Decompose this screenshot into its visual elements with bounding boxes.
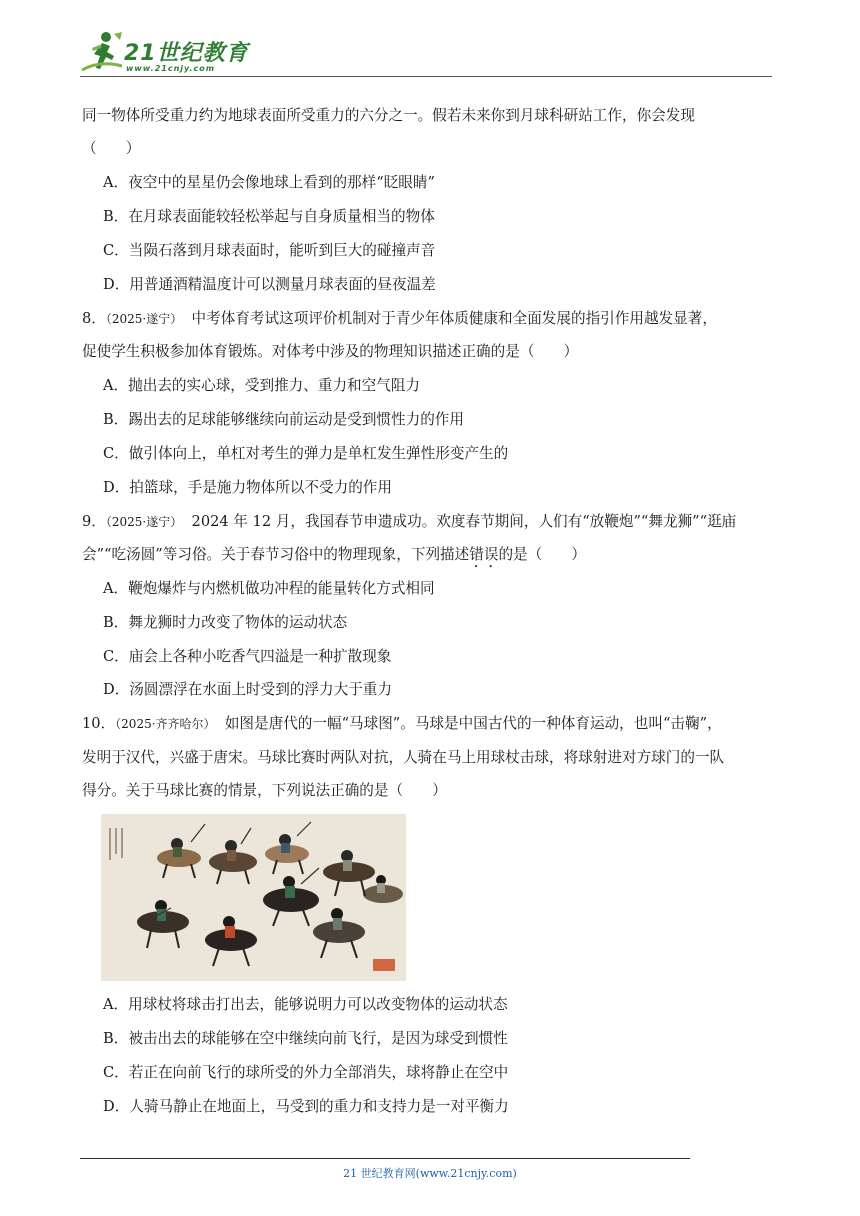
q8-source: （2025·遂宁） — [105, 312, 183, 326]
q10-option-c: C．若正在向前飞行的球所受的外力全部消失，球将静止在空中 — [103, 1064, 509, 1081]
logo-text: 21世纪教育 — [124, 41, 249, 66]
q10-stem-line1 — [82, 714, 722, 734]
logo-url: www.21cnjy.com — [126, 64, 216, 73]
q9-option-b: B．舞龙狮时力改变了物体的运动状态 — [103, 614, 348, 631]
q9-stem-line1 — [82, 512, 736, 532]
q8-option-d: D．拍篮球，手是施力物体所以不受力的作用 — [103, 479, 392, 496]
footer-divider — [80, 1158, 690, 1159]
q8-stem-line1 — [82, 309, 717, 329]
q9-option-a: A．鞭炮爆炸与内燃机做功冲程的能量转化方式相同 — [103, 580, 435, 597]
q8-option-a: A．抛出去的实心球，受到推力、重力和空气阻力 — [103, 377, 421, 394]
polo-painting-image — [101, 814, 406, 981]
q8-option-b: B．踢出去的足球能够继续向前运动是受到惯性力的作用 — [103, 411, 464, 428]
q9-stem-text-a: 会”“吃汤圆”等习俗。关于春节习俗中的物理现象，下列描述 — [82, 546, 470, 563]
q7-option-c: C．当陨石落到月球表面时，能听到巨大的碰撞声音 — [103, 242, 436, 259]
footer-text: 21 世纪教育网(www.21cnjy.com) — [343, 1167, 517, 1180]
q9-stem-line2 — [82, 545, 586, 571]
q7-stem: 同一物体所受重力约为地球表面所受重力的六分之一。假若未来你到月球科研站工作，你会发现 — [82, 107, 695, 124]
runner-logo-icon — [80, 30, 124, 74]
q7-option-a: A．夜空中的星星仍会像地球上看到的那样“眨眼睛” — [103, 174, 435, 191]
q9-option-d: D．汤圆漂浮在水面上时受到的浮力大于重力 — [103, 681, 392, 698]
q7-option-b: B．在月球表面能较轻松举起与自身质量相当的物体 — [103, 208, 435, 225]
q8-stem-line2: 促使学生积极参加体育锻炼。对体考中涉及的物理知识描述正确的是（ ） — [82, 343, 579, 360]
q7-blank: （ ） — [82, 140, 141, 157]
q9-option-c: C．庙会上各种小吃香气四溢是一种扩散现象 — [103, 648, 392, 665]
q10-stem-line3: 得分。关于马球比赛的情景，下列说法正确的是（ ） — [82, 782, 447, 799]
q10-number: 10． — [82, 715, 116, 732]
header-divider — [80, 76, 772, 77]
q8-option-c: C．做引体向上，单杠对考生的弹力是单杠发生弹性形变产生的 — [103, 445, 509, 462]
site-logo — [80, 30, 280, 76]
q10-option-b: B．被击出去的球能够在空中继续向前飞行，是因为球受到惯性 — [103, 1030, 508, 1047]
q9-stem-text-c: 的是（ ） — [498, 546, 587, 563]
q10-option-d: D．人骑马静止在地面上，马受到的重力和支持力是一对平衡力 — [103, 1098, 509, 1115]
q7-option-d: D．用普通酒精温度计可以测量月球表面的昼夜温差 — [103, 276, 436, 293]
q10-stem-line2: 发明于汉代，兴盛于唐宋。马球比赛时两队对抗，人骑在马上用球杖击球，将球射进对方球门的一队 — [82, 749, 725, 766]
q8-stem-text: 中考体育考试这项评价机制对于青少年体质健康和全面发展的指引作用越发显著， — [191, 310, 717, 327]
q9-emphasis-wrong: 错误 — [469, 546, 499, 563]
q10-stem-text: 如图是唐代的一幅“马球图”。马球是中国古代的一种体育运动，也叫“击鞠”， — [224, 715, 722, 732]
q9-number: 9． — [82, 513, 106, 530]
q10-option-a: A．用球杖将球击打出去，能够说明力可以改变物体的运动状态 — [103, 996, 508, 1013]
q10-source: （2025·齐齐哈尔） — [115, 717, 216, 731]
q9-source: （2025·遂宁） — [105, 515, 183, 529]
q8-number: 8． — [82, 310, 106, 327]
q9-stem-text: 2024 年 12 月，我国春节申遗成功。欢度春节期间，人们有“放鞭炮”“舞龙狮”“逛庙 — [191, 513, 737, 530]
page-header — [80, 30, 772, 78]
